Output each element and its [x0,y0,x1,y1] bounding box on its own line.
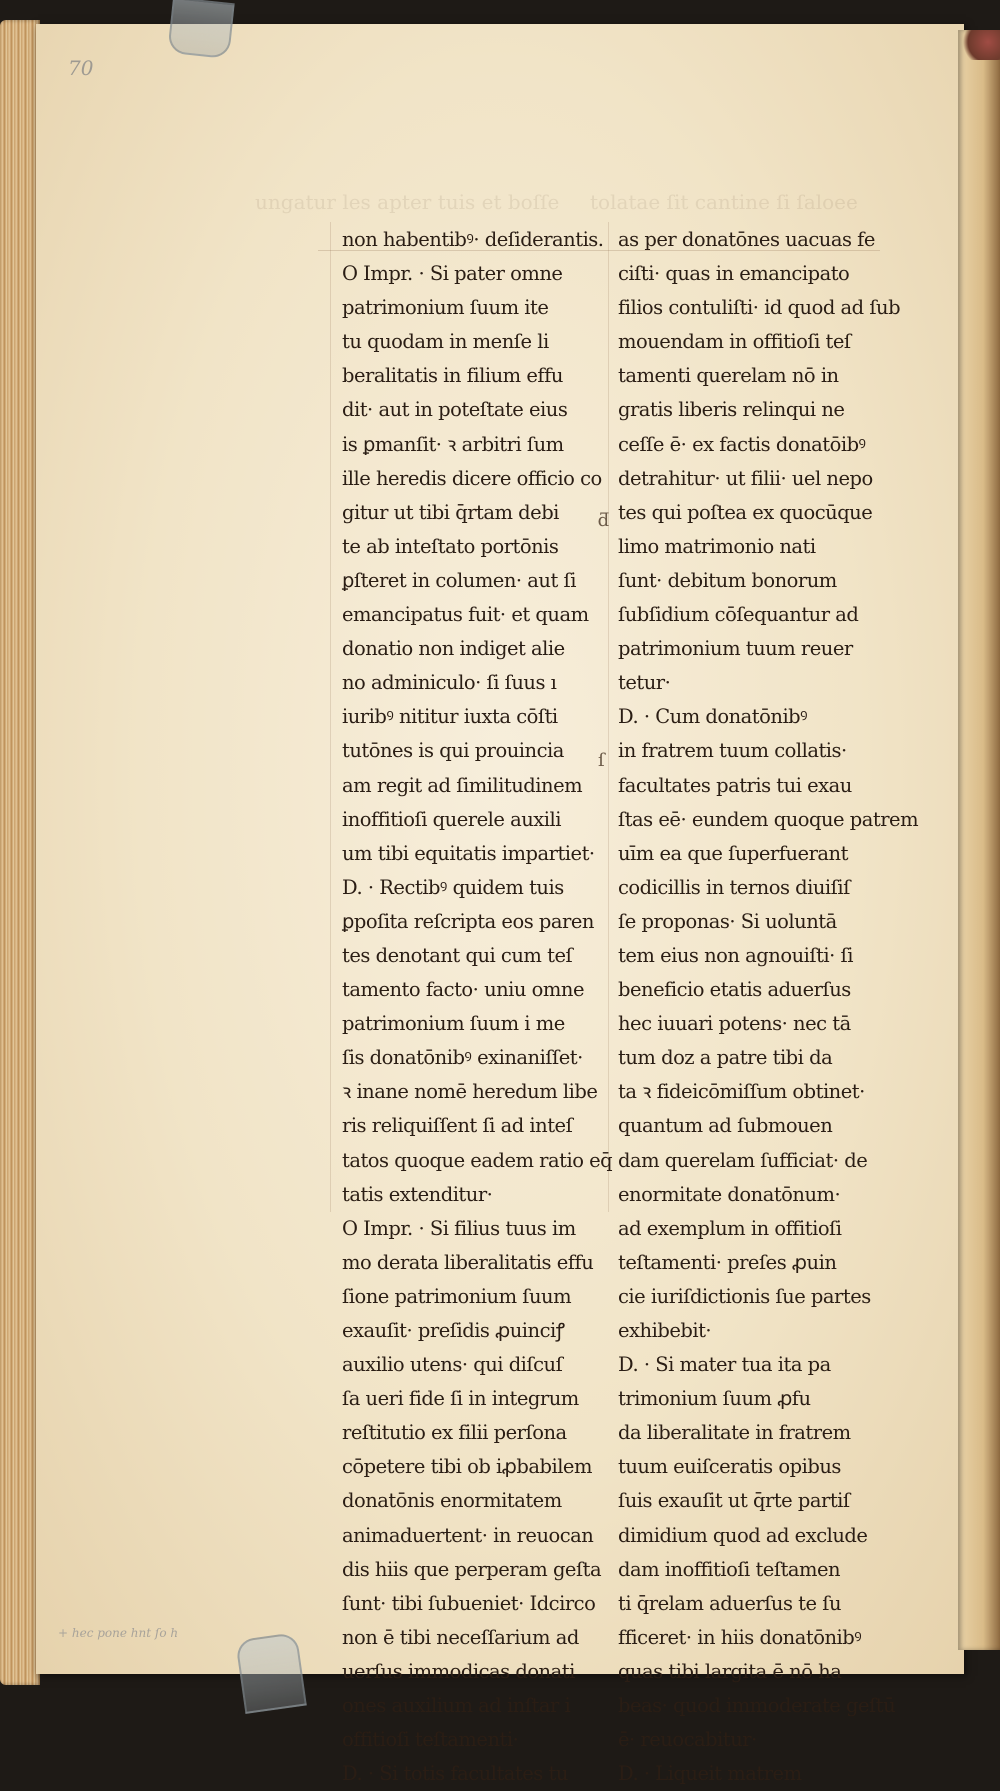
text-line: D. · Si totis facultates tu [342,1762,568,1786]
text-line: in fratrem tuum collatis· [618,739,847,763]
text-line: te ab inteſtato portōnis [342,534,559,558]
text-line: cōpetere tibi ob iꝓbabilem [342,1455,592,1479]
text-line: tamenti querelam nō in [618,364,839,388]
text-line: codicillis in ternos diuiſiſ [618,875,850,899]
text-line: iuribꝰ nititur iuxta cōſti [342,705,558,729]
text-line: uīm ea que ſuperfuerant [618,841,848,865]
text-line: uerſus immodicas donati [342,1659,575,1683]
text-line: patrimonium ſuum ite [342,296,549,320]
text-line: tatis extenditur· [342,1182,493,1206]
clip-top [167,0,235,59]
text-line: ꝑpoſita reſcripta eos paren [342,909,594,933]
text-line: D. · Si mater tua ita pa [618,1353,831,1377]
corner-stain [960,30,1000,60]
text-line: ē· reuocabitur· [618,1728,757,1752]
text-line: hec iuuari potens· nec tā [618,1012,851,1036]
text-line: O Impr. · Si filius tuus im [342,1216,576,1240]
text-line: cie iuriſdictionis ſue partes [618,1284,871,1308]
text-line: patrimonium ſuum i me [342,1012,565,1036]
text-line: O Impr. · Si pater omne [342,262,563,286]
text-line: detrahitur· ut filii· uel nepo [618,466,873,490]
text-line: tem eius non agnouiſti· ſi [618,943,854,967]
text-line: ꝑſteret in columen· aut ſi [342,568,576,592]
text-line: ceſſe ē· ex factis donatōibꝰ [618,432,866,456]
text-line: teſtamenti· preſes ꝓuin [618,1250,837,1274]
text-line: non habentibꝰ· deſiderantis. [342,228,604,251]
text-line: tes denotant qui cum teſ [342,943,573,967]
text-line: tum doz a patre tibi da [618,1046,833,1070]
text-line: tes qui poſtea ex quocūque [618,500,873,524]
ruling-line-left [330,222,331,1212]
text-line: D. · Rectibꝰ quidem tuis [342,875,564,899]
text-line: ta ꝛ fideicōmiſſum obtinet· [618,1080,865,1104]
text-line: quas tibi largita ē nō ha [618,1659,842,1683]
text-line: ille heredis dicere officio co [342,466,602,490]
text-line: enormitate donatōnum· [618,1182,841,1206]
text-line: inoffitioſi querele auxili [342,807,561,831]
text-line: ones auxilium ad inſtar i [342,1694,571,1718]
ghost-text-left: ungatur les apter tuis et boſſe [255,190,560,214]
text-line: tutōnes is qui prouincia [342,739,564,763]
text-line: ſubſidium cōſequantur ad [618,603,859,627]
text-line: dam inoffitioſi teſtamen [618,1557,841,1581]
text-line: animaduertent· in reuocan [342,1523,594,1547]
margin-mark: ſ [598,750,605,771]
text-line: ſunt· tibi ſubueniet· Idcirco [342,1591,596,1615]
text-line: dam querelam ſufficiat· de [618,1148,868,1172]
text-line: tatos quoque eadem ratio eq̄ [342,1148,613,1172]
text-line: auxilio utens· qui diſcuſ [342,1353,563,1377]
text-line: da liberalitate in fratrem [618,1421,851,1445]
text-line: donatio non indiget alie [342,637,565,661]
text-line: ſione patrimonium ſuum [342,1284,572,1308]
text-line: beas· quod immoderate geſtū [618,1694,896,1718]
text-line: D. · Cum donatōnibꝰ [618,705,808,729]
text-line: offitioſi teſtamenti· [342,1728,519,1752]
text-line: D. · Liqueit matrem [618,1762,802,1786]
text-line: ſa ueri fide ſi in integrum [342,1387,579,1411]
text-line: dit· aut in poteſtate eius [342,398,568,422]
bottom-margin-note: + hec pone hnt ſo h [58,1626,179,1640]
text-line: gitur ut tibi q̄rtam debi [342,500,559,524]
text-line: limo matrimonio nati [618,534,816,558]
text-line: no adminiculo· ſi ſuus ı [342,671,557,695]
text-line: um tibi equitatis impartiet· [342,841,595,865]
text-line: tuum euiſceratis opibus [618,1455,841,1479]
text-line: ſunt· debitum bonorum [618,568,837,592]
text-line: tetur· [618,671,671,695]
text-line: is ꝑmanſit· ꝛ arbitri ſum [342,432,564,456]
text-line: filios contuliſti· id quod ad ſub [618,296,901,320]
text-line: ciſti· quas in emancipato [618,262,850,286]
text-line: mouendam in offitioſi teſ [618,330,851,354]
text-line: ſuis exauſit ut q̄rte partiſ [618,1489,850,1513]
page-edge-stack [0,20,40,1685]
ghost-text-right: tolatae ſit cantine ſi ſaloee [590,190,858,214]
text-line: ſtas eē· eundem quoque patrem [618,807,919,831]
text-line: fficeret· in hiis donatōnibꝰ [618,1625,862,1649]
text-line: trimonium ſuum ꝓfu [618,1387,811,1411]
text-line: mo derata liberalitatis effu [342,1250,594,1274]
text-line: ꝛ inane nomē heredum libe [342,1080,598,1104]
text-line: ti q̄relam aduerſus te ſu [618,1591,842,1615]
text-column-right [618,223,919,1791]
text-line: gratis liberis relinqui ne [618,398,845,422]
text-line: beneficio etatis aduerſus [618,978,851,1002]
text-line: tamento facto· uniu omne [342,978,585,1002]
text-line: am regit ad ſimilitudinem [342,773,583,797]
text-line: quantum ad ſubmouen [618,1114,833,1138]
ruling-line-right [608,222,609,1212]
text-line: ſe proponas· Si uoluntā [618,909,837,933]
text-line: reſtitutio ex filii perſona [342,1421,567,1445]
text-line: ad exemplum in offitioſi [618,1216,842,1240]
text-line: facultates patris tui exau [618,773,852,797]
text-line: ſis donatōnibꝰ exinaniſſet· [342,1046,583,1070]
text-line: as per donatōnes uacuas fe [618,228,875,251]
text-line: emancipatus fuit· et quam [342,603,589,627]
text-line: patrimonium tuum reuer [618,637,853,661]
text-line: beralitatis in filium effu [342,364,563,388]
text-line: exhibebit· [618,1319,712,1342]
text-line: exauſit· preſidis ꝓuinciꝭ [342,1319,565,1342]
folio-number: 70 [68,56,94,80]
next-leaf-edge [958,30,1000,1650]
text-line: dimidium quod ad exclude [618,1523,868,1547]
text-line: ris reliquiſſent ſi ad inteſ [342,1114,573,1138]
clip-bottom [235,1632,307,1714]
text-line: donatōnis enormitatem [342,1489,562,1513]
text-column-left [342,223,613,1791]
text-line: tu quodam in menſe li [342,330,549,354]
text-line: non ē tibi neceſſarium ad [342,1625,579,1649]
margin-mark: ƌ [598,510,610,531]
text-line: dis hiis que perperam geſta [342,1557,602,1581]
